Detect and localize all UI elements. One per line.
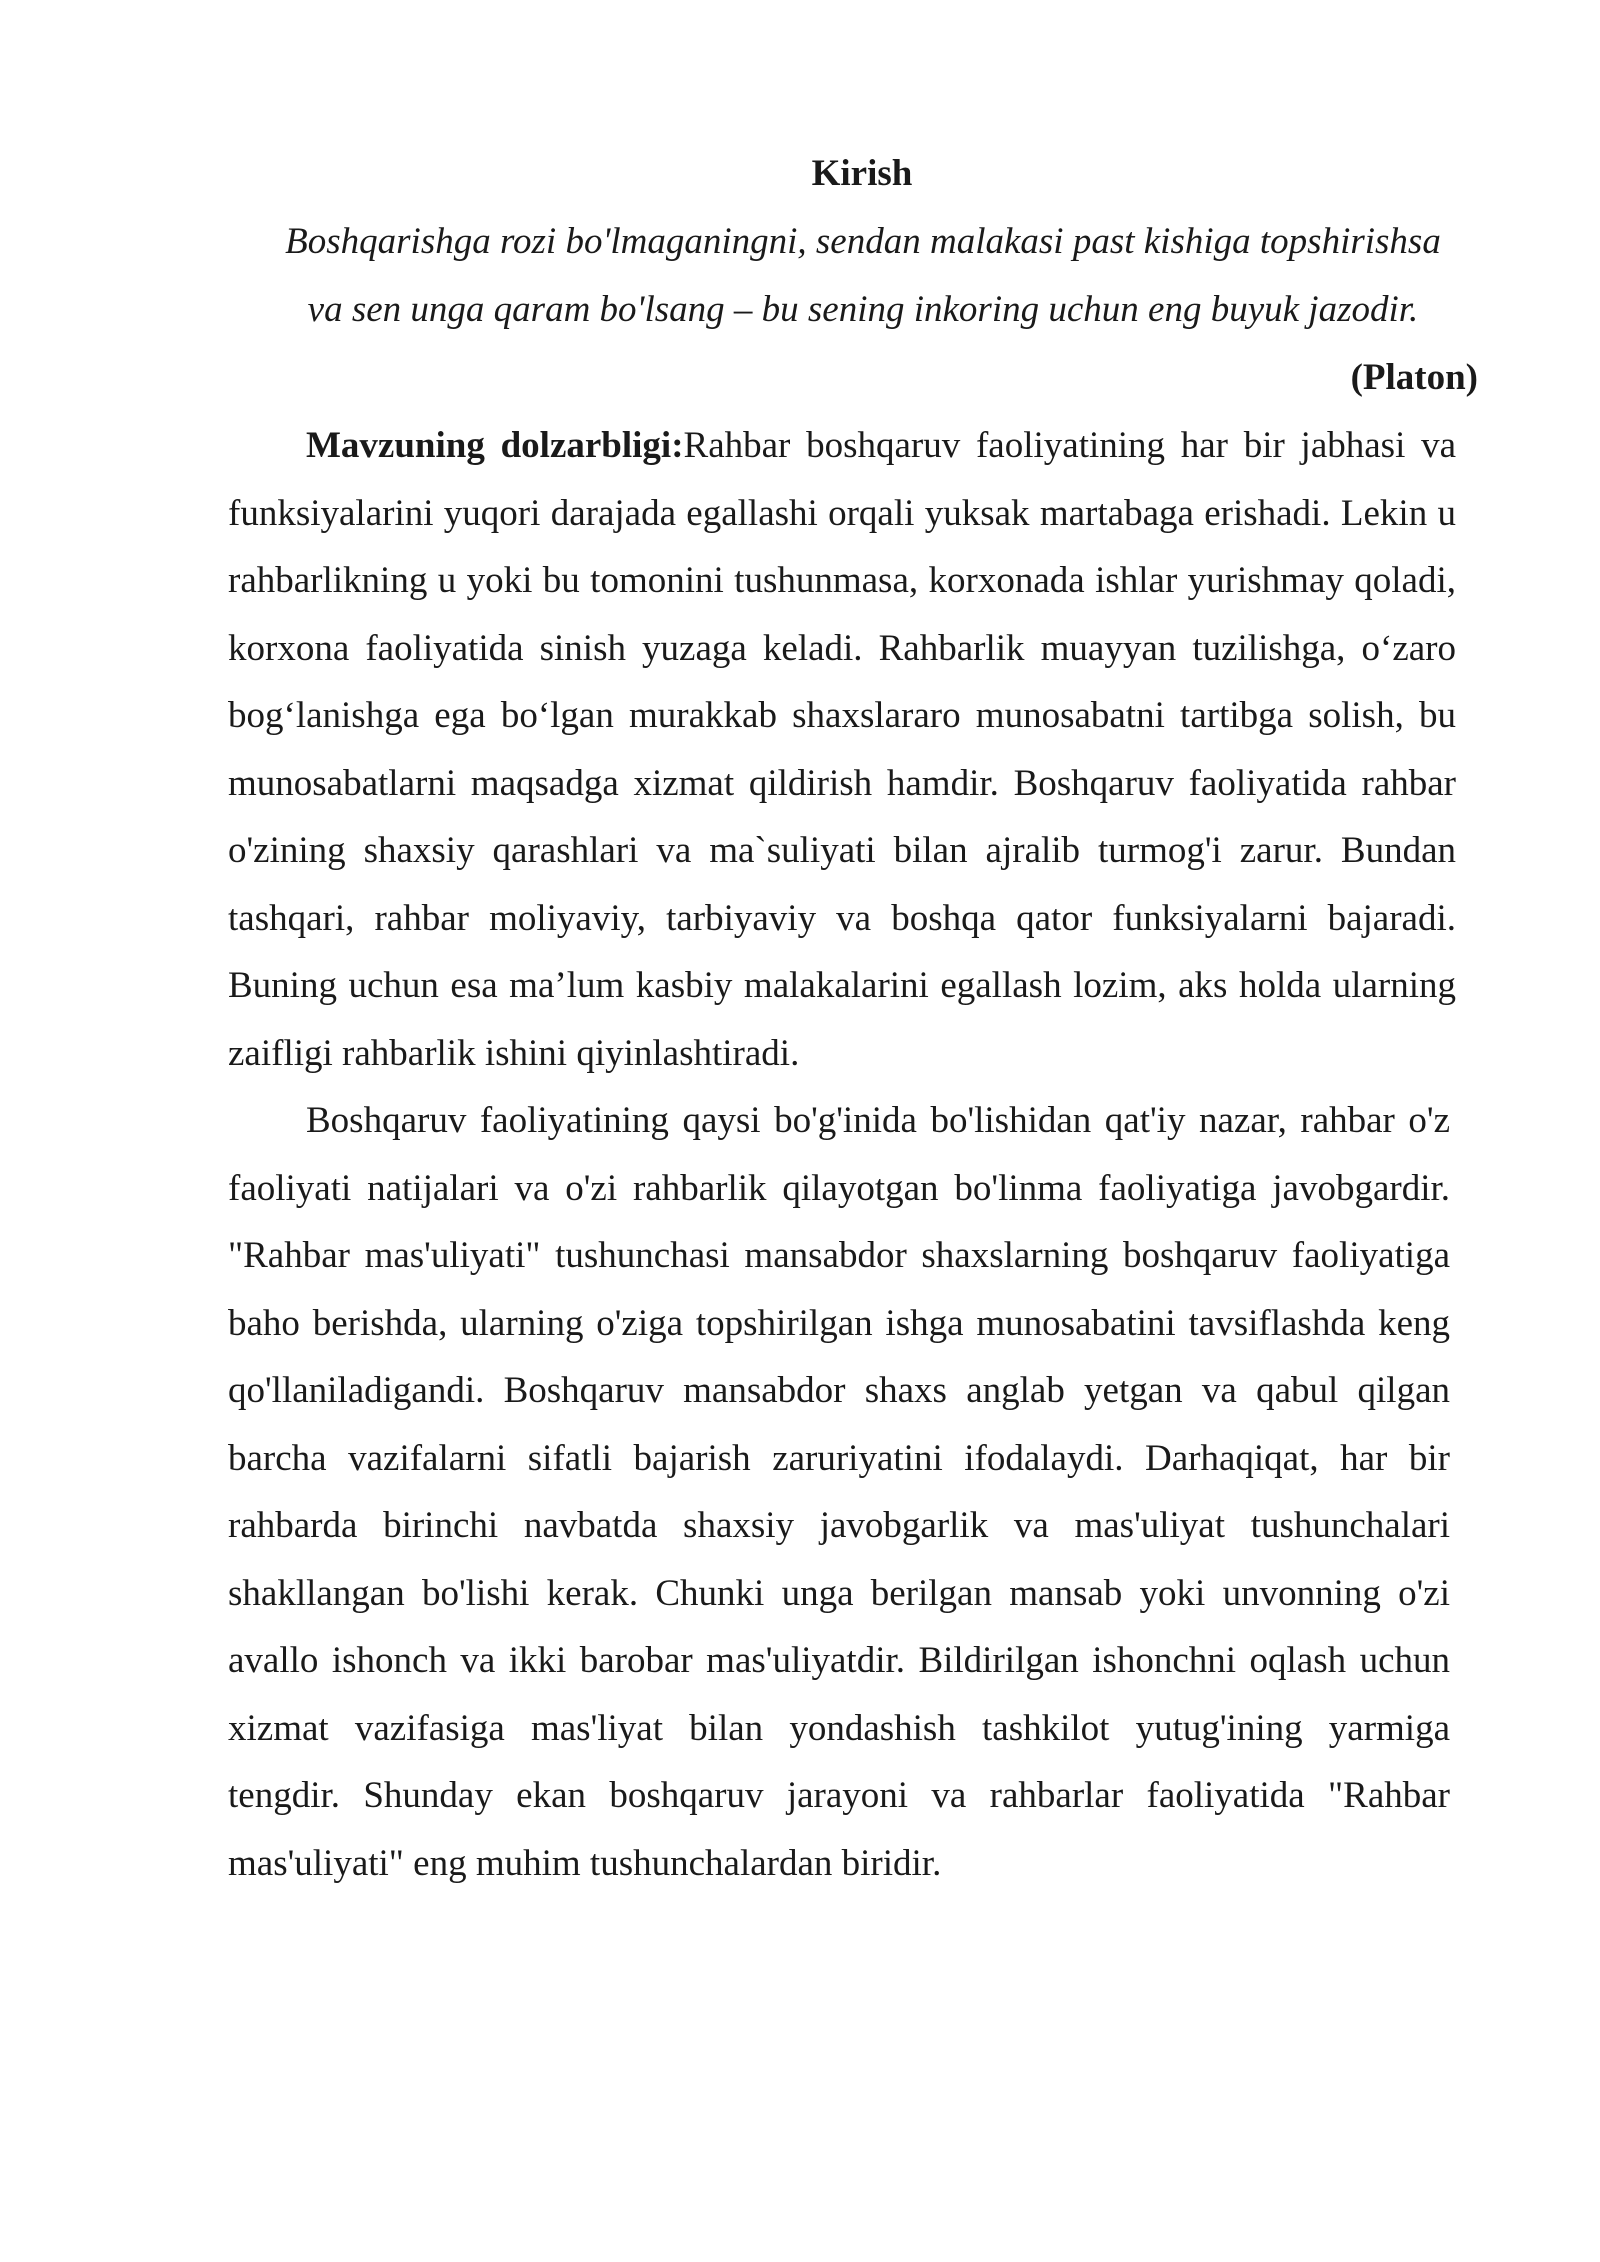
epigraph-line-2: va sen unga qaram bo'lsang – bu sening inkoring uchun eng buyuk jazodir. [307,289,1419,330]
paragraph-relevance [228,412,1456,1087]
document-page [228,140,1478,1897]
epigraph-line-1: Boshqarishga rozi bo'lmaganingni, sendan malakasi past kishiga topshirishsa [285,221,1441,262]
page-title: Kirish [811,153,913,194]
paragraph-body: Rahbar boshqaruv faoliyatining har bir jabhasi va funksiyalarini yuqori darajada egallashi orqali yuksak martabaga erishadi. Lekin u rahbarlikning u yoki bu tomonini tushunmasa, korxonada ishlar yurishmay qoladi, korxona faoliyatida sinish yuzaga keladi. Rahbarlik muayyan tuzilishga, o‘zaro bog‘lanishga ega bo‘lgan murakkab shaxslararo munosabatni tartibga solish, bu munosabatlarni maqsadga xizmat qildirish hamdir. Boshqaruv faoliyatida rahbar o'zining shaxsiy qarashlari va ma`suliyati bilan ajralib turmog'i zarur. Bundan tashqari, rahbar moliyaviy, tarbiyaviy va boshqa qator funksiyalarni bajaradi. Buning uchun esa ma’lum kasbiy malakalarini egallash lozim, aks holda ularning zaifligi rahbarlik ishini qiyinlashtiradi. [228,425,1456,1074]
paragraph-responsibility: Boshqaruv faoliyatining qaysi bo'g'inida bo'lishidan qat'iy nazar, rahbar o'z faoliyati natijalari va o'zi rahbarlik qilayotgan bo'linma faoliyatiga javobgardir. "Rahbar mas'uliyati" tushunchasi mansabdor shaxslarning boshqaruv faoliyatiga baho berishda, ularning o'ziga topshirilgan ishga munosabatini tavsiflashda keng qo'llaniladigandi. Boshqaruv mansabdor shaxs anglab yetgan va qabul qilgan barcha vazifalarni sifatli bajarish zaruriyatini ifodalaydi. Darhaqiqat, har bir rahbarda birinchi navbatda shaxsiy javobgarlik va mas'uliyat tushunchalari shakllangan bo'lishi kerak. Chunki unga berilgan mansab yoki unvonning o'zi avallo ishonch va ikki barobar mas'uliyatdir. Bildirilgan ishonchni oqlash uchun xizmat vazifasiga mas'liyat bilan yondashish tashkilot yutug'ining yarmiga tengdir. Shunday ekan boshqaruv jarayoni va rahbarlar faoliyatida "Rahbar mas'uliyati" eng muhim tushunchalardan biridir. [228,1100,1450,1884]
epigraph-author: (Platon) [1350,357,1478,398]
epigraph [228,208,1478,412]
paragraph-lead: Mavzuning dolzarbligi: [306,425,684,466]
